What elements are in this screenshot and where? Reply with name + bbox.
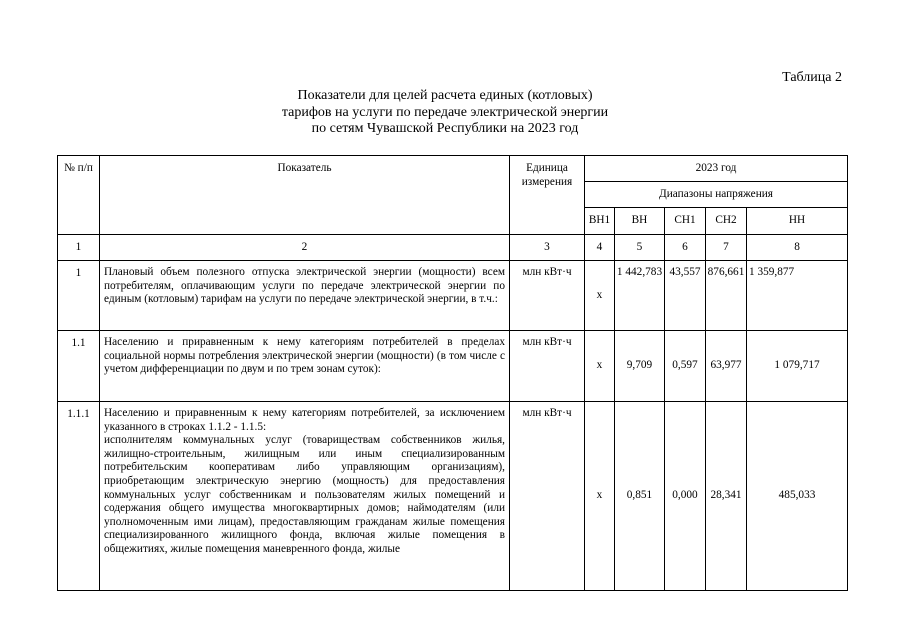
column-number: 5 [615, 235, 665, 261]
column-number: 4 [585, 235, 615, 261]
row-number: 1 [58, 261, 100, 331]
row-value-sn1: 0,000 [665, 402, 706, 591]
header-unit: Единица измерения [510, 156, 585, 235]
header-num: № п/п [58, 156, 100, 235]
row-unit: млн кВт·ч [510, 261, 585, 331]
row-value-sn1: 0,597 [665, 331, 706, 402]
document-heading [180, 88, 710, 138]
header-year: 2023 год [585, 156, 848, 182]
row-indicator-body: исполнителям коммунальных услуг (товариществам собственников жилья, жилищно-строительным, жилищным или иным специализированным потребительским кооперативам либо управляющим организациям), приобретающим электрическую энергию (мощность) для предоставления коммунальных услуг собственникам и пользователям жилых помещений и содержания общего имущества многоквартирных домов; наймодателям (или уполномоченным ими лицам), предоставляющим гражданам жилые помещения специализированного жилищного фонда, включая жилые помещения в общежитиях, жилые помещения маневренного фонда, жилые [104, 434, 505, 555]
row-number: 1.1 [58, 331, 100, 402]
row-value-nn: 1 359,877 [747, 261, 848, 331]
row-indicator: Населению и приравненным к нему категориям потребителей в пределах социальной нормы потребления электрической энергии (мощности) (в том числе с учетом дифференциации по двум и по трем зонам суток): [100, 331, 510, 402]
row-value-nn: 485,033 [747, 402, 848, 591]
header-vn: ВН [615, 208, 665, 235]
column-number: 3 [510, 235, 585, 261]
table-row [58, 261, 848, 331]
row-number: 1.1.1 [58, 402, 100, 591]
column-number: 1 [58, 235, 100, 261]
row-unit: млн кВт·ч [510, 402, 585, 591]
row-value-sn2: 28,341 [706, 402, 747, 591]
header-indicator: Показатель [100, 156, 510, 235]
column-numbers-row [58, 235, 848, 261]
heading-line: Показатели для целей расчета единых (котловых) [297, 88, 593, 103]
row-value-sn2: 63,977 [706, 331, 747, 402]
header-voltage-ranges: Диапазоны напряжения [585, 182, 848, 208]
table-row [58, 402, 848, 591]
row-value-vn1: х [585, 402, 615, 591]
row-value-vn1: х [585, 261, 615, 331]
table-number-label: Таблица 2 [782, 70, 842, 85]
indicators-table [57, 155, 848, 591]
header-sn2: СН2 [706, 208, 747, 235]
row-value-vn1: х [585, 331, 615, 402]
column-number: 7 [706, 235, 747, 261]
row-unit: млн кВт·ч [510, 331, 585, 402]
row-indicator: Плановый объем полезного отпуска электрической энергии (мощности) всем потребителям, оплачивающим услуги по передаче электрической энергии по единым (котловым) тарифам на услуги по передаче электрической энергии, в т.ч.: [100, 261, 510, 331]
heading-line: по сетям Чувашской Республики на 2023 год [311, 121, 579, 136]
column-number: 2 [100, 235, 510, 261]
row-value-sn2: 876,661 [706, 261, 747, 331]
row-value-nn: 1 079,717 [747, 331, 848, 402]
row-value-sn1: 43,557 [665, 261, 706, 331]
header-row [58, 156, 848, 182]
row-indicator [100, 402, 510, 591]
row-value-vn: 0,851 [615, 402, 665, 591]
row-value-vn: 1 442,783 [615, 261, 665, 331]
header-sn1: СН1 [665, 208, 706, 235]
row-indicator-lead: Населению и приравненным к нему категориям потребителей, за исключением указанного в строках 1.1.2 - 1.1.5: [104, 407, 505, 433]
table-row [58, 331, 848, 402]
header-nn: НН [747, 208, 848, 235]
row-value-vn: 9,709 [615, 331, 665, 402]
column-number: 6 [665, 235, 706, 261]
header-vn1: ВН1 [585, 208, 615, 235]
column-number: 8 [747, 235, 848, 261]
heading-line: тарифов на услуги по передаче электрической энергии [281, 104, 609, 120]
